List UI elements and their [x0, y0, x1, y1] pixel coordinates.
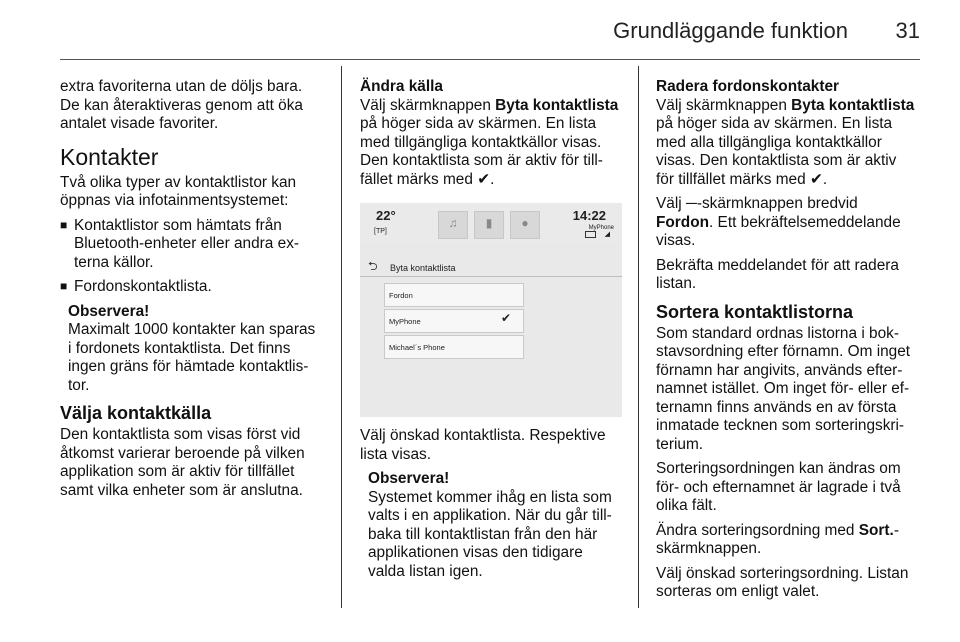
- screen-title: Byta kontaktlista: [390, 263, 456, 273]
- bekrafta-paragraph: Bekräfta meddelandet för att radera listan.: [656, 256, 899, 292]
- phone-app-icon: ▮: [474, 211, 504, 239]
- andra-kalla-paragraph: Välj skärmknappen Byta kontaktlista på höger sida av skärmen. En lista med tillgängliga kontaktkällor visas. Den kontaktlista som är aktiv för till-fället märks med ✔.: [360, 96, 619, 188]
- infotainment-screenshot: [360, 203, 622, 417]
- page-header: [60, 14, 920, 58]
- source-item-michaels-phone: Michael´s Phone: [384, 335, 524, 359]
- valja-paragraph: Den kontaktlista som visas först vid åtkomst varierar beroende på vilken applikation som är aktiv för tillfället samt vilka enheter som är anslutna.: [60, 426, 305, 499]
- battery-icon: [585, 231, 596, 238]
- clock-readout: 14:22: [572, 208, 606, 223]
- column-divider-2: [638, 66, 639, 608]
- valj-fordon-paragraph: Välj ─-skärmknappen bredvid Fordon. Ett bekräftelsemeddelande visas.: [656, 195, 901, 249]
- back-arrow-icon: ⮌: [368, 259, 378, 273]
- source-item-myphone: MyPhone ✔: [384, 309, 524, 333]
- note-block: [360, 470, 622, 581]
- bullet-icon: ■: [60, 217, 68, 232]
- list-item: ■ Kontaktlistor som hämtats från Bluetooth-enheter eller andra ex-terna källor.: [60, 216, 300, 271]
- kontakter-heading: Kontakter: [60, 143, 159, 170]
- music-app-icon: ♫: [438, 211, 468, 239]
- valj-sortering-paragraph: Välj önskad sorteringsordning. Listan sorteras om enligt valet.: [656, 564, 909, 600]
- checkmark-icon: ✔: [809, 170, 823, 188]
- note-text: Maximalt 1000 kontakter kan sparas i fordonets kontaktlista. Det finns ingen gräns för hämtade kontaktlis-tor.: [68, 321, 316, 394]
- signal-icon: ◢: [604, 231, 610, 238]
- note-title: Observera!: [368, 470, 450, 487]
- note-title: Observera!: [68, 302, 150, 320]
- sortering-paragraph: Sorteringsordningen kan ändras om för- och efternamnet är lagrade i två olika fält.: [656, 460, 901, 514]
- radera-heading: Radera fordonskontakter: [656, 78, 840, 95]
- source-item-fordon: Fordon: [384, 283, 524, 307]
- andra-kalla-heading: Ändra källa: [360, 78, 443, 95]
- list-item: ■ Fordonskontaktlista.: [60, 278, 212, 295]
- phone-name-label: MyPhone: [588, 225, 614, 231]
- temperature-readout: 22°: [376, 208, 396, 223]
- page-number: 31: [895, 18, 920, 43]
- bullet-icon: ■: [60, 279, 68, 293]
- sortera-heading: Sortera kontaktlistorna: [656, 301, 854, 322]
- valja-heading: Välja kontaktkälla: [60, 403, 212, 423]
- radera-paragraph: Välj skärmknappen Byta kontaktlista på höger sida av skärmen. En lista med alla tillgängliga kontaktkällor visas. Den kontaktlista som är aktiv för tillfället märks med ✔.: [656, 96, 915, 188]
- checkmark-icon: ✔: [477, 170, 491, 188]
- tp-indicator: [TP]: [374, 228, 387, 235]
- sortera-paragraph: Som standard ordnas listorna i bok-stavsordning efter förnamn. Om inget förnamn har angivits, används efter-namnet istället. Om inget för- eller ef-ternamn finns används en av första inmatade tecknen som sorteringskri-terium.: [656, 324, 911, 453]
- after-screenshot-paragraph: Välj önskad kontaktlista. Respektive lista visas.: [360, 427, 606, 463]
- column-2: [360, 78, 622, 587]
- note-block: [60, 303, 322, 396]
- column-divider-1: [341, 66, 342, 608]
- kontakter-paragraph: Två olika typer av kontaktlistor kan öppnas via infotainmentsystemet:: [60, 173, 297, 209]
- check-icon: ✔: [500, 311, 511, 325]
- note-text: Systemet kommer ihåg en lista som valts i en applikation. När du går till-baka till kontaktlistan från den här applikationen visas den tidigare valda listan igen.: [368, 488, 612, 580]
- page-title: Grundläggande funktion: [613, 18, 848, 43]
- intro-paragraph: extra favoriterna utan de döljs bara. De kan återaktiveras genom att öka antalet visade favoriter.: [60, 78, 303, 132]
- column-1: [60, 78, 322, 506]
- andra-sortering-paragraph: Ändra sorteringsordning med Sort.-skärmknappen.: [656, 521, 899, 557]
- column-3: [656, 78, 918, 608]
- nav-app-icon: ●: [510, 211, 540, 239]
- header-rule: [60, 59, 920, 60]
- contact-types-list: [60, 217, 322, 297]
- screen-divider: [360, 276, 622, 277]
